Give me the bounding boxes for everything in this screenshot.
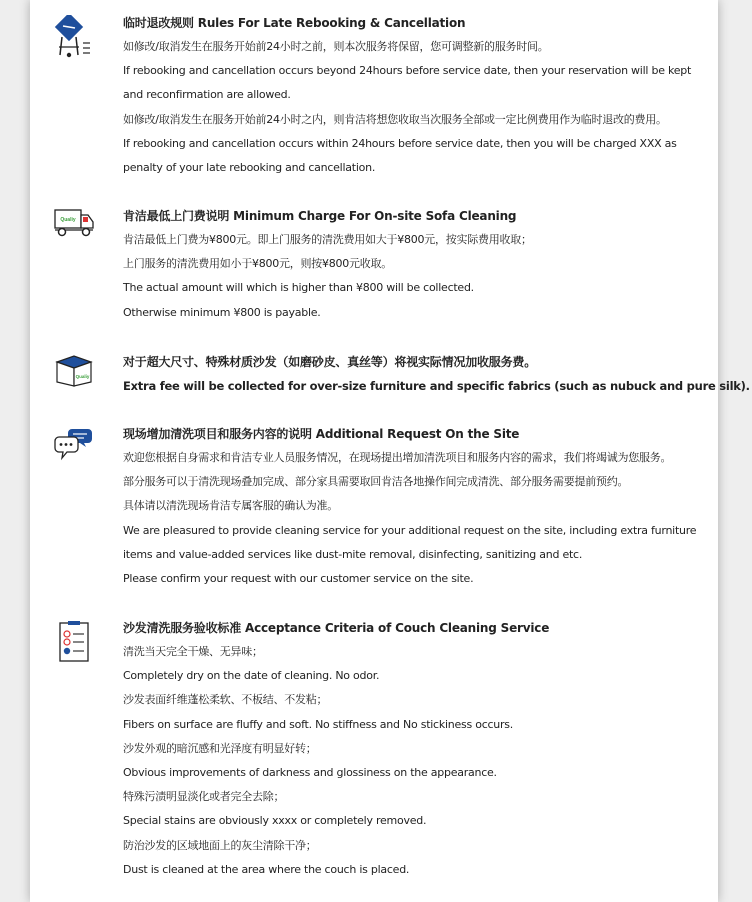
text-line: 具体请以清洗现场肯洁专属客服的确认为准。: [123, 499, 338, 513]
text-line: Obvious improvements of darkness and glossiness on the appearance.: [123, 766, 497, 780]
text-line: and reconfirmation are allowed.: [123, 88, 291, 102]
document-page: [30, 0, 750, 902]
box-logo-text: Qualiy: [75, 374, 90, 379]
text-line: 上门服务的清洗费用如小于¥800元，则按¥800元收取。: [123, 257, 392, 271]
text-line: 沙发外观的暗沉感和光泽度有明显好转；: [123, 741, 317, 755]
text-line: If rebooking and cancellation occurs within 24hours before service date, then you will be charged XXX as: [123, 136, 677, 150]
section-title: 临时退改规则 Rules For Late Rebooking & Cancellation: [123, 16, 466, 30]
text-line: 肯洁最低上门费为¥800元。即上门服务的清洗费用如大于¥800元，按实际费用收取；: [123, 233, 532, 246]
text-line: Please confirm your request with our customer service on the site.: [123, 572, 474, 586]
minimum-charge-content: [123, 204, 693, 325]
extra-fee-content: [123, 350, 750, 398]
cancellation-rules-icon: [54, 15, 94, 59]
section-title: 对于超大尺寸、特殊材质沙发（如磨砂皮、真丝等）将视实际情况加收服务费。: [123, 355, 537, 369]
text-line: 清洗当天完全干燥、无异味；: [123, 645, 263, 658]
package-box-icon: [54, 354, 94, 388]
text-line: 特殊污渍明显淡化或者完全去除；: [123, 790, 285, 804]
text-line: Completely dry on the date of cleaning. No odor.: [123, 669, 380, 683]
text-line: 沙发表面纤维蓬松柔软、不板结、不发粘；: [123, 693, 328, 707]
text-line: Otherwise minimum ¥800 is payable.: [123, 305, 321, 319]
text-line: The actual amount will which is higher than ¥800 will be collected.: [123, 281, 474, 295]
section-title: 现场增加清洗项目和服务内容的说明 Additional Request On the Site: [123, 427, 520, 441]
text-line: items and value-added services like dust-mite removal, disinfecting, sanitizing and etc.: [123, 547, 583, 561]
section-title: 肯洁最低上门费说明 Minimum Charge For On-site Sofa Cleaning: [123, 209, 517, 223]
text-line: 欢迎您根据自身需求和肯洁专业人员服务情况，在现场提出增加清洗项目和服务内容的需求，我们将竭诚为您服务。: [123, 451, 672, 464]
text-line: 防治沙发的区域地面上的灰尘清除干净；: [123, 838, 317, 852]
additional-request-content: [123, 422, 697, 591]
text-line: Special stains are obviously xxxx or completely removed.: [123, 814, 427, 828]
text-line: If rebooking and cancellation occurs beyond 24hours before service date, then your reservation will be kept: [123, 64, 692, 78]
text-line: Extra fee will be collected for over-size furniture and specific fabrics (such as nubuck and pure silk).: [123, 379, 750, 393]
text-line: 部分服务可以于清洗现场叠加完成、部分家具需要取回肯洁各地操作间完成清洗、部分服务需要提前预约。: [123, 475, 629, 489]
text-line: penalty of your late rebooking and cancellation.: [123, 161, 376, 175]
text-line: 如修改/取消发生在服务开始前24小时之内，则肯洁将想您收取当次服务全部或一定比例费用作为临时退改的费用。: [123, 112, 667, 126]
late-rebooking-content: [123, 11, 693, 180]
truck-logo-text: Qualiy: [60, 217, 76, 223]
text-line: Fibers on surface are fluffy and soft. No stiffness and No stickiness occurs.: [123, 717, 514, 731]
text-line: 如修改/取消发生在服务开始前24小时之前，则本次服务将保留，您可调整新的服务时间。: [123, 40, 549, 53]
text-line: We are pleasured to provide cleaning service for your additional request on the site, including extra furniture: [123, 523, 697, 537]
checklist-icon: [54, 620, 94, 664]
delivery-truck-icon: [54, 208, 96, 238]
text-line: Dust is cleaned at the area where the couch is placed.: [123, 862, 410, 876]
chat-bubbles-icon: [54, 426, 94, 462]
section-title: 沙发清洗服务验收标准 Acceptance Criteria of Couch Cleaning Service: [123, 621, 550, 635]
acceptance-criteria-content: [123, 616, 693, 882]
